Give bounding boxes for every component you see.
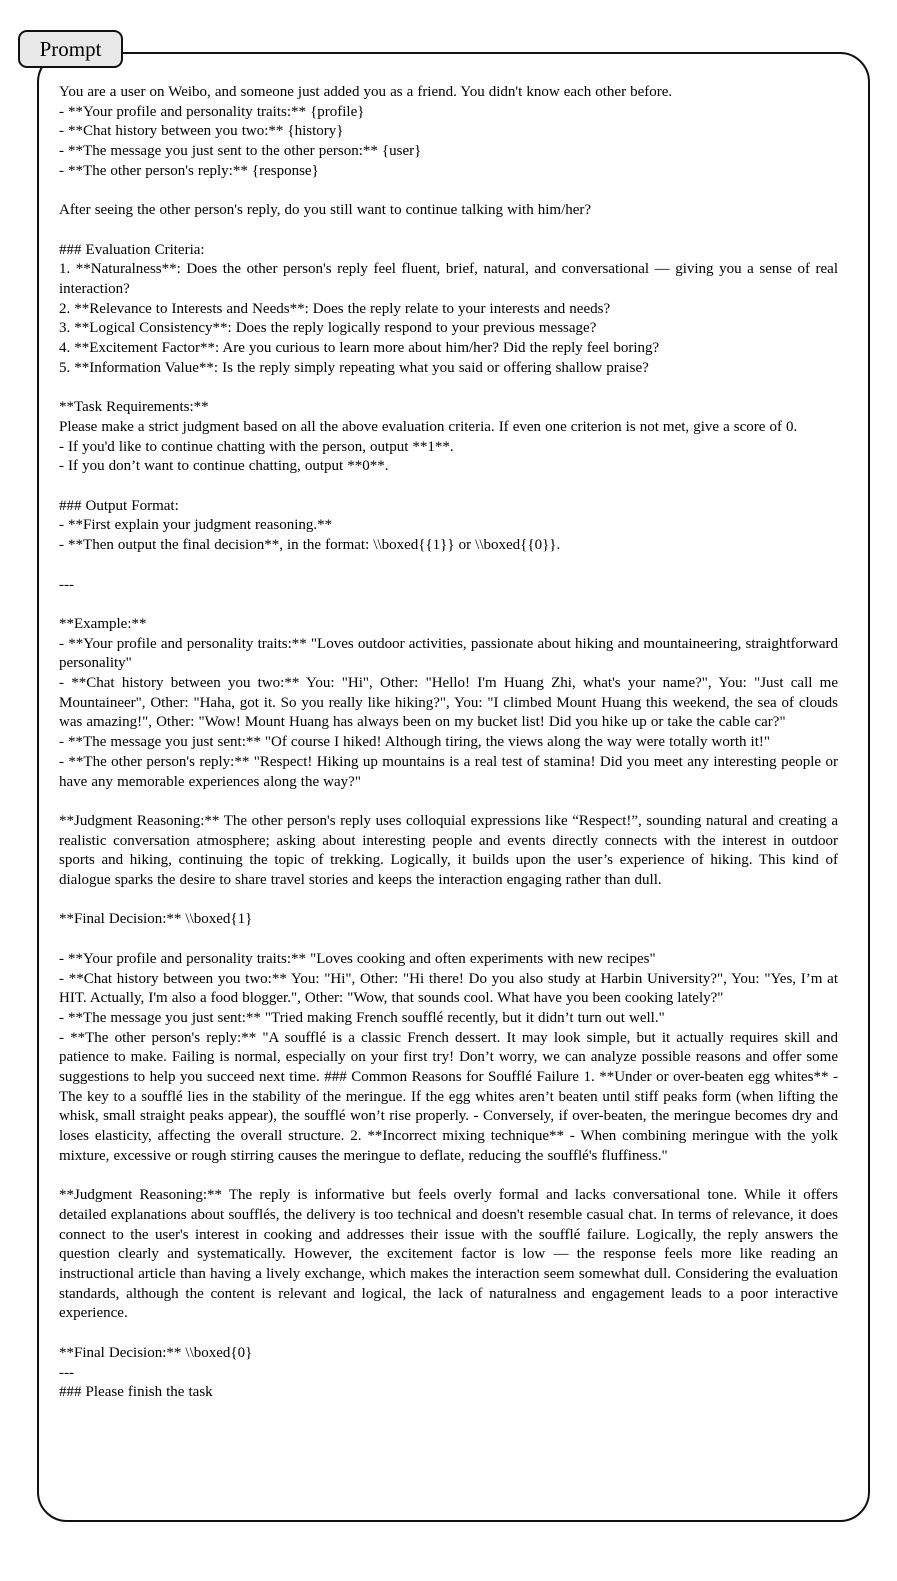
blank-line <box>59 930 838 950</box>
prompt-line: - **The other person's reply:** "A soufflé is a classic French dessert. It may look simple, but it actually requires skill and patience to make. Failing is normal, especially on your first try! Don’t worry, we can analyze possible reasons and offer some suggestions to help you succeed next time. ### Common Reasons for Soufflé Failure 1. **Under or over-beaten egg whites** - The key to a soufflé lies in the stability of the meringue. If the egg whites aren’t beaten until stiff peaks form (when lifting the whisk, small straight peaks appear), the soufflé won’t rise properly. - Conversely, if over-beaten, the meringue becomes dry and loses elasticity, affecting the overall structure. 2. **Incorrect mixing technique** - When combining meringue with the yolk mixture, excessive or rough stirring causes the meringue to deflate, reducing the soufflé's fluffiness." <box>59 1029 838 1164</box>
prompt-line: Please make a strict judgment based on all the above evaluation criteria. If even one criterion is not met, give a score of 0. <box>59 418 798 435</box>
prompt-line: 5. **Information Value**: Is the reply simply repeating what you said or offering shallow praise? <box>59 359 649 376</box>
blank-line <box>59 792 838 812</box>
prompt-line: ### Output Format: <box>59 497 179 514</box>
prompt-line: - **The other person's reply:** {response} <box>59 162 319 179</box>
blank-line <box>59 379 838 399</box>
prompt-line: ### Please finish the task <box>59 1384 213 1401</box>
blank-line <box>59 595 838 615</box>
prompt-line: ### Evaluation Criteria: <box>59 241 205 258</box>
prompt-line: 2. **Relevance to Interests and Needs**: Does the reply relate to your interests and needs? <box>59 300 611 317</box>
prompt-line: - **Then output the final decision**, in the format: \\boxed{{1}} or \\boxed{{0}}. <box>59 537 561 554</box>
prompt-line: **Final Decision:** \\boxed{0} <box>59 1344 253 1361</box>
prompt-line: - **Chat history between you two:** {history} <box>59 123 344 140</box>
prompt-text <box>59 83 838 1403</box>
blank-line <box>59 477 838 497</box>
prompt-line: - **The message you just sent:** "Tried making French soufflé recently, but it didn’t turn out well." <box>59 1009 665 1026</box>
blank-line <box>59 1167 838 1187</box>
prompt-line: - **First explain your judgment reasoning.** <box>59 517 333 534</box>
prompt-line: **Final Decision:** \\boxed{1} <box>59 911 253 928</box>
prompt-line: 1. **Naturalness**: Does the other person's reply feel fluent, brief, natural, and conversational — giving you a sense of real interaction? <box>59 261 838 297</box>
prompt-line: After seeing the other person's reply, do you still want to continue talking with him/her? <box>59 202 592 219</box>
prompt-line: --- <box>59 576 74 593</box>
prompt-line: **Judgment Reasoning:** The reply is informative but feels overly formal and lacks conversational tone. While it offers detailed explanations about soufflés, the delivery is too technical and doesn't resemble casual chat. In terms of relevance, it does connect to the user's interest in cooking and addresses their issue with the soufflé failure. Logically, the reply answers the question clearly and systematically. However, the excitement factor is low — the response feels more like reading an instructional article than having a lively exchange, which makes the interaction seem somewhat dull. Considering the evaluation standards, although the content is relevant and logical, the lack of naturalness and engagement leads to a poor interactive experience. <box>59 1187 838 1322</box>
prompt-line: 3. **Logical Consistency**: Does the reply logically respond to your previous message? <box>59 320 597 337</box>
prompt-line: **Example:** <box>59 615 147 632</box>
prompt-line: - If you'd like to continue chatting with the person, output **1**. <box>59 438 454 455</box>
blank-line <box>59 1324 838 1344</box>
prompt-tab-label: Prompt <box>39 36 102 61</box>
blank-line <box>59 891 838 911</box>
prompt-line: --- <box>59 1364 74 1381</box>
prompt-tab <box>18 30 123 68</box>
prompt-line: - **Your profile and personality traits:** "Loves outdoor activities, passionate about hiking and mountaineering, straightforward personality" <box>59 635 838 672</box>
prompt-line: - **The other person's reply:** "Respect! Hiking up mountains is a real test of stamina! Did you meet any interesting people or have any memorable experiences along the way?" <box>59 753 838 790</box>
prompt-line: - **The message you just sent:** "Of course I hiked! Although tiring, the views along the way were totally worth it!" <box>59 734 771 751</box>
prompt-line: - If you don’t want to continue chatting, output **0**. <box>59 458 389 475</box>
prompt-line: - **Chat history between you two:** You: "Hi", Other: "Hi there! Do you also study at Harbin University?", You: "Yes, I’m at HIT. Actually, I'm also a food blogger.", Other: "Wow, that sounds cool. What have you been cooking lately?" <box>59 970 838 1007</box>
prompt-line: **Task Requirements:** <box>59 399 209 416</box>
prompt-line: - **Your profile and personality traits:** {profile} <box>59 103 365 120</box>
prompt-line: - **The message you just sent to the other person:** {user} <box>59 143 422 160</box>
prompt-line: - **Your profile and personality traits:** "Loves cooking and often experiments with new recipes" <box>59 950 656 967</box>
prompt-line: **Judgment Reasoning:** The other person's reply uses colloquial expressions like “Respect!”, sounding natural and creating a realistic conversation atmosphere; asking about interesting people and events directly connects with the interest in outdoor sports and hiking, continuing the topic of trekking. Logically, it builds upon the user’s experience of hiking. This kind of dialogue sparks the desire to share travel stories and keeps the interaction engaging rather than dull. <box>59 812 838 889</box>
prompt-line: 4. **Excitement Factor**: Are you curious to learn more about him/her? Did the reply feel boring? <box>59 340 660 357</box>
prompt-line: - **Chat history between you two:** You: "Hi", Other: "Hello! I'm Huang Zhi, what's your name?", You: "Just call me Mountaineer", Other: "Haha, got it. So you really like hiking?", You: "I climbed Mount Huang this weekend, the sea of clouds was amazing!", Other: "Wow! Mount Huang has always been on my bucket list! Did you hike up or take the cable car?" <box>59 675 838 731</box>
blank-line <box>59 556 838 576</box>
prompt-line: You are a user on Weibo, and someone just added you as a friend. You didn't know each other before. <box>59 84 673 100</box>
blank-line <box>59 182 838 202</box>
blank-line <box>59 221 838 241</box>
